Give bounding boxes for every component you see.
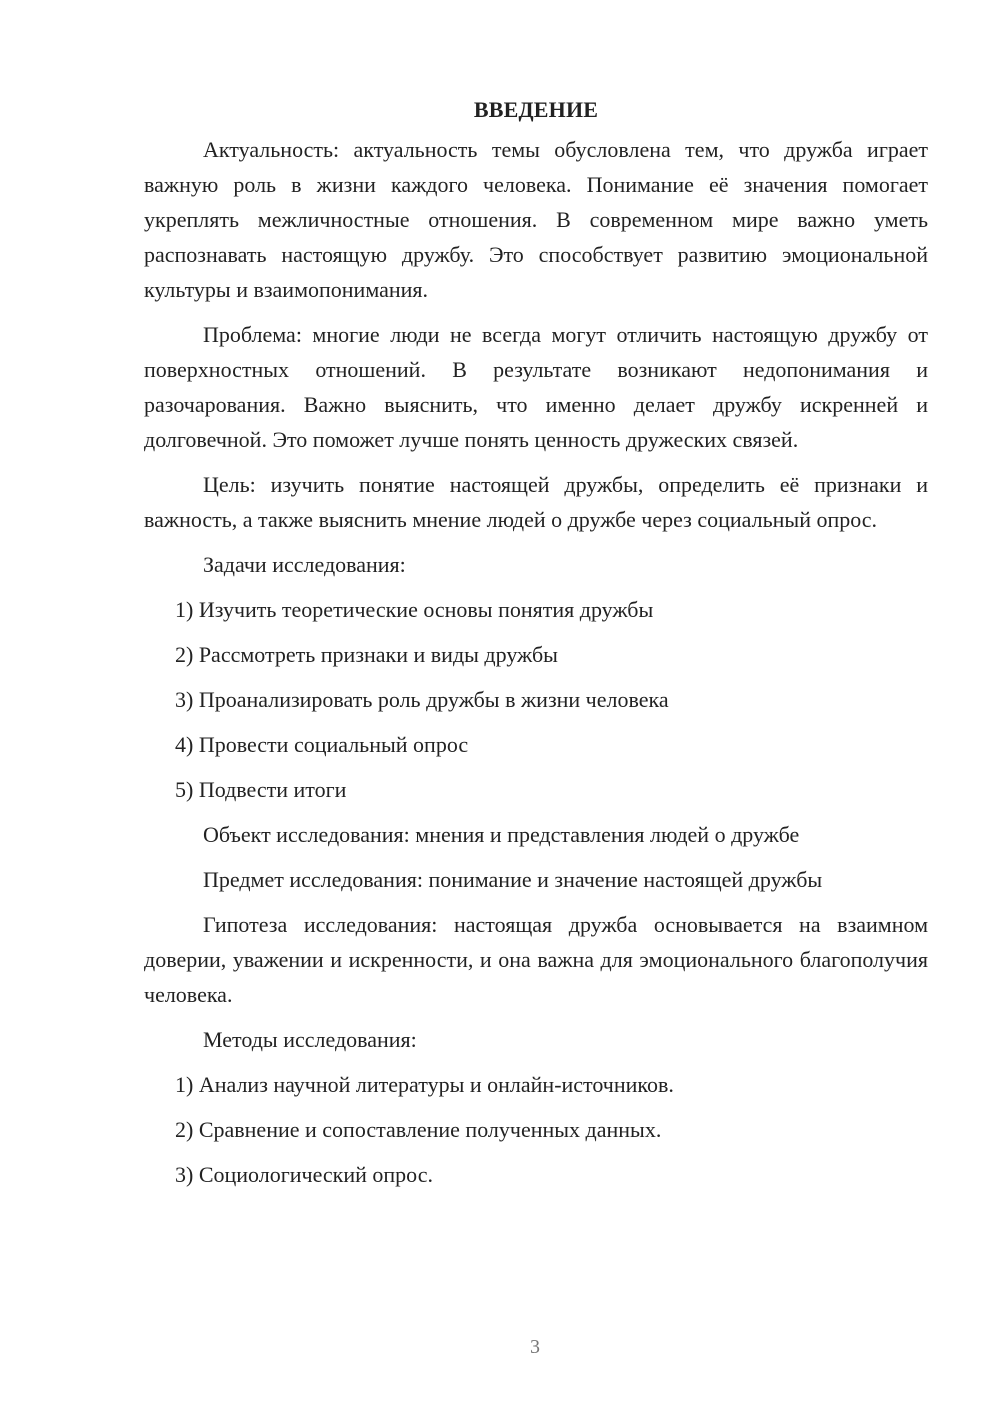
methods-heading: Методы исследования: <box>203 1027 417 1052</box>
document-page <box>144 88 928 1202</box>
goal-paragraph: Цель: изучить понятие настоящей дружбы, определить её признаки и важность, а также выяснить мнение людей о дружбе через социальный опрос. <box>144 472 928 532</box>
method-item: 3) Социологический опрос. <box>175 1162 433 1187</box>
research-subject: Предмет исследования: понимание и значение настоящей дружбы <box>203 867 823 892</box>
task-item: 3) Проанализировать роль дружбы в жизни человека <box>175 687 669 712</box>
section-title: ВВЕДЕНИЕ <box>473 97 599 122</box>
page-number: 3 <box>530 1336 540 1358</box>
task-item: 2) Рассмотреть признаки и виды дружбы <box>175 642 558 667</box>
method-item: 2) Сравнение и сопоставление полученных данных. <box>175 1117 662 1142</box>
problem-paragraph: Проблема: многие люди не всегда могут отличить настоящую дружбу от поверхностных отношений. В результате возникают недопонимания и разочарования. Важно выяснить, что именно делает дружбу искренней и долговечной. Это поможет лучше понять ценность дружеских связей. <box>144 322 928 452</box>
hypothesis-paragraph: Гипотеза исследования: настоящая дружба основывается на взаимном доверии, уважении и искренности, и она важна для эмоционального благополучия человека. <box>144 912 928 1007</box>
method-item: 1) Анализ научной литературы и онлайн-источников. <box>175 1072 674 1097</box>
task-item: 4) Провести социальный опрос <box>175 732 469 757</box>
task-item: 5) Подвести итоги <box>175 777 347 802</box>
research-object: Объект исследования: мнения и представления людей о дружбе <box>203 822 800 847</box>
relevance-paragraph: Актуальность: актуальность темы обусловлена тем, что дружба играет важную роль в жизни каждого человека. Понимание её значения помогает укреплять межличностные отношения. В современном мире важно уметь распознавать настоящую дружбу. Это способствует развитию эмоциональной культуры и взаимопонимания. <box>144 137 928 302</box>
task-item: 1) Изучить теоретические основы понятия дружбы <box>175 597 654 622</box>
tasks-heading: Задачи исследования: <box>203 552 406 577</box>
